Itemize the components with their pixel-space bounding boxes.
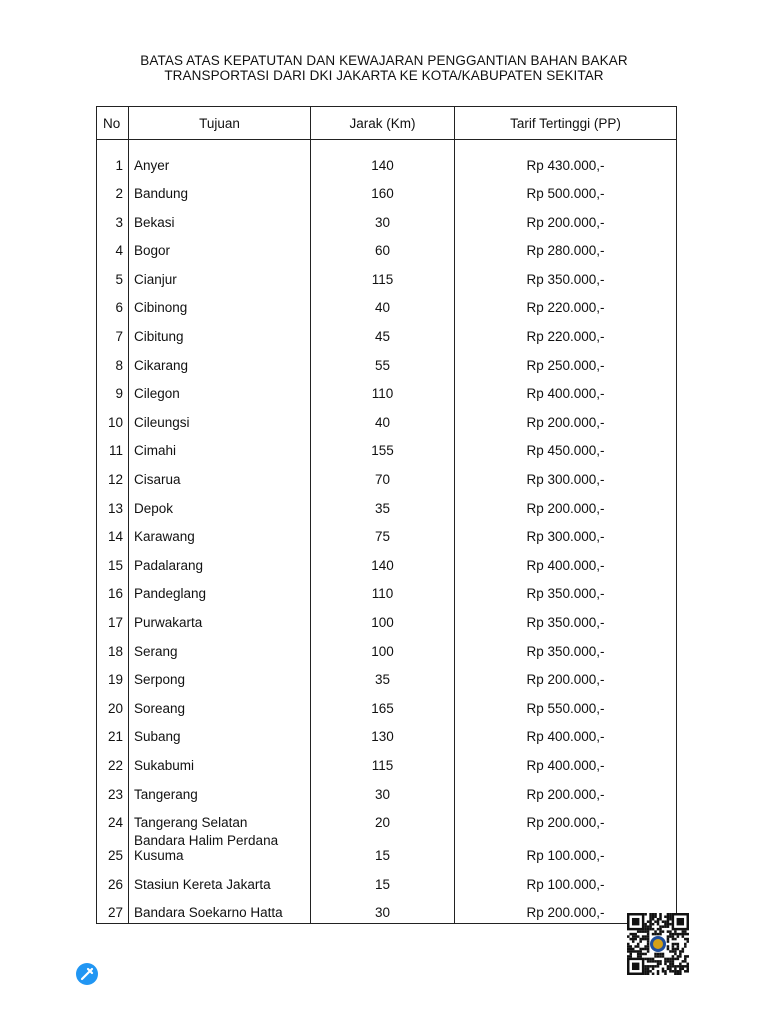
row-distance: 165 <box>311 690 455 719</box>
row-no: 4 <box>97 233 129 262</box>
table-row <box>97 866 677 895</box>
header-fare: Tarif Tertinggi (PP) <box>455 107 677 140</box>
table-row <box>97 604 677 633</box>
row-no: 13 <box>97 490 129 519</box>
row-destination: Serpong <box>129 662 311 691</box>
row-no: 20 <box>97 690 129 719</box>
row-no: 27 <box>97 895 129 924</box>
row-fare: Rp 450.000,- <box>455 433 677 462</box>
row-no: 17 <box>97 604 129 633</box>
row-destination: Cianjur <box>129 261 311 290</box>
row-destination: Pandeglang <box>129 576 311 605</box>
header-destination: Tujuan <box>129 107 311 140</box>
table-row <box>97 776 677 805</box>
table-row <box>97 519 677 548</box>
table-row <box>97 461 677 490</box>
row-no: 25 <box>97 833 129 866</box>
row-distance: 115 <box>311 261 455 290</box>
row-distance: 130 <box>311 719 455 748</box>
header-no: No <box>97 107 129 140</box>
row-destination: Bekasi <box>129 204 311 233</box>
row-distance: 110 <box>311 376 455 405</box>
row-distance: 60 <box>311 233 455 262</box>
row-distance: 35 <box>311 490 455 519</box>
row-destination: Bandara Halim Perdana Kusuma <box>129 833 311 866</box>
row-fare: Rp 400.000,- <box>455 719 677 748</box>
row-no: 14 <box>97 519 129 548</box>
row-distance: 30 <box>311 204 455 233</box>
table-row <box>97 547 677 576</box>
table-row <box>97 404 677 433</box>
row-destination: Cibitung <box>129 318 311 347</box>
header-distance: Jarak (Km) <box>311 107 455 140</box>
row-fare: Rp 200.000,- <box>455 805 677 834</box>
row-distance: 155 <box>311 433 455 462</box>
row-destination: Cimahi <box>129 433 311 462</box>
row-fare: Rp 400.000,- <box>455 376 677 405</box>
row-no: 3 <box>97 204 129 233</box>
row-distance: 55 <box>311 347 455 376</box>
row-fare: Rp 220.000,- <box>455 290 677 319</box>
row-distance: 15 <box>311 866 455 895</box>
row-fare: Rp 350.000,- <box>455 261 677 290</box>
row-destination: Cisarua <box>129 461 311 490</box>
table-row <box>97 719 677 748</box>
table-row <box>97 690 677 719</box>
row-no: 1 <box>97 140 129 176</box>
row-distance: 30 <box>311 895 455 924</box>
row-distance: 40 <box>311 290 455 319</box>
row-fare: Rp 400.000,- <box>455 547 677 576</box>
row-no: 15 <box>97 547 129 576</box>
title-line-1: BATAS ATAS KEPATUTAN DAN KEWAJARAN PENGGANTIAN BAHAN BAKAR <box>140 53 628 68</box>
row-fare: Rp 100.000,- <box>455 866 677 895</box>
row-fare: Rp 200.000,- <box>455 776 677 805</box>
row-no: 11 <box>97 433 129 462</box>
table-row <box>97 261 677 290</box>
table-row <box>97 347 677 376</box>
row-fare: Rp 550.000,- <box>455 690 677 719</box>
table-row <box>97 662 677 691</box>
row-fare: Rp 250.000,- <box>455 347 677 376</box>
row-no: 23 <box>97 776 129 805</box>
row-fare: Rp 200.000,- <box>455 490 677 519</box>
row-no: 22 <box>97 747 129 776</box>
row-no: 2 <box>97 176 129 205</box>
table-row <box>97 895 677 924</box>
row-destination: Depok <box>129 490 311 519</box>
table-row <box>97 318 677 347</box>
row-destination: Subang <box>129 719 311 748</box>
row-distance: 100 <box>311 633 455 662</box>
row-destination: Tangerang <box>129 776 311 805</box>
row-destination: Anyer <box>129 140 311 176</box>
table-header-row <box>97 107 677 140</box>
row-no: 18 <box>97 633 129 662</box>
row-no: 16 <box>97 576 129 605</box>
row-distance: 140 <box>311 547 455 576</box>
qr-code-icon <box>627 913 689 975</box>
row-fare: Rp 400.000,- <box>455 747 677 776</box>
title-line-2: TRANSPORTASI DARI DKI JAKARTA KE KOTA/KABUPATEN SEKITAR <box>164 68 604 83</box>
row-destination: Bandung <box>129 176 311 205</box>
row-fare: Rp 200.000,- <box>455 662 677 691</box>
table-row <box>97 833 677 866</box>
row-no: 8 <box>97 347 129 376</box>
row-distance: 75 <box>311 519 455 548</box>
row-distance: 160 <box>311 176 455 205</box>
row-distance: 20 <box>311 805 455 834</box>
table-row <box>97 176 677 205</box>
row-destination: Cikarang <box>129 347 311 376</box>
table-body <box>97 140 677 924</box>
row-distance: 140 <box>311 140 455 176</box>
row-destination: Karawang <box>129 519 311 548</box>
row-fare: Rp 200.000,- <box>455 404 677 433</box>
row-no: 21 <box>97 719 129 748</box>
table-row <box>97 576 677 605</box>
row-distance: 70 <box>311 461 455 490</box>
row-destination: Cibinong <box>129 290 311 319</box>
document-title <box>0 53 768 83</box>
row-fare: Rp 500.000,- <box>455 176 677 205</box>
scribd-logo-icon[interactable] <box>75 962 99 986</box>
fare-table <box>96 106 677 924</box>
row-no: 5 <box>97 261 129 290</box>
table-row <box>97 747 677 776</box>
row-fare: Rp 350.000,- <box>455 633 677 662</box>
row-destination: Soreang <box>129 690 311 719</box>
row-no: 6 <box>97 290 129 319</box>
row-destination: Sukabumi <box>129 747 311 776</box>
row-fare: Rp 220.000,- <box>455 318 677 347</box>
table-row <box>97 233 677 262</box>
row-destination: Padalarang <box>129 547 311 576</box>
row-fare: Rp 430.000,- <box>455 140 677 176</box>
row-no: 12 <box>97 461 129 490</box>
row-fare: Rp 280.000,- <box>455 233 677 262</box>
table-row <box>97 433 677 462</box>
row-no: 7 <box>97 318 129 347</box>
row-destination: Bogor <box>129 233 311 262</box>
row-destination: Stasiun Kereta Jakarta <box>129 866 311 895</box>
row-fare: Rp 350.000,- <box>455 576 677 605</box>
row-fare: Rp 200.000,- <box>455 895 677 924</box>
row-distance: 45 <box>311 318 455 347</box>
row-destination: Cilegon <box>129 376 311 405</box>
table-row <box>97 633 677 662</box>
row-distance: 40 <box>311 404 455 433</box>
table-row <box>97 140 677 176</box>
table-row <box>97 805 677 834</box>
row-distance: 15 <box>311 833 455 866</box>
row-fare: Rp 100.000,- <box>455 833 677 866</box>
row-fare: Rp 300.000,- <box>455 461 677 490</box>
row-no: 9 <box>97 376 129 405</box>
table-row <box>97 376 677 405</box>
row-no: 24 <box>97 805 129 834</box>
row-fare: Rp 300.000,- <box>455 519 677 548</box>
row-distance: 115 <box>311 747 455 776</box>
row-fare: Rp 350.000,- <box>455 604 677 633</box>
row-destination: Purwakarta <box>129 604 311 633</box>
row-destination: Tangerang Selatan <box>129 805 311 834</box>
table-row <box>97 290 677 319</box>
row-destination: Cileungsi <box>129 404 311 433</box>
row-distance: 110 <box>311 576 455 605</box>
table-row <box>97 204 677 233</box>
row-fare: Rp 200.000,- <box>455 204 677 233</box>
row-no: 10 <box>97 404 129 433</box>
row-distance: 100 <box>311 604 455 633</box>
row-destination: Bandara Soekarno Hatta <box>129 895 311 924</box>
row-no: 19 <box>97 662 129 691</box>
row-distance: 35 <box>311 662 455 691</box>
row-no: 26 <box>97 866 129 895</box>
row-distance: 30 <box>311 776 455 805</box>
table-row <box>97 490 677 519</box>
row-destination: Serang <box>129 633 311 662</box>
